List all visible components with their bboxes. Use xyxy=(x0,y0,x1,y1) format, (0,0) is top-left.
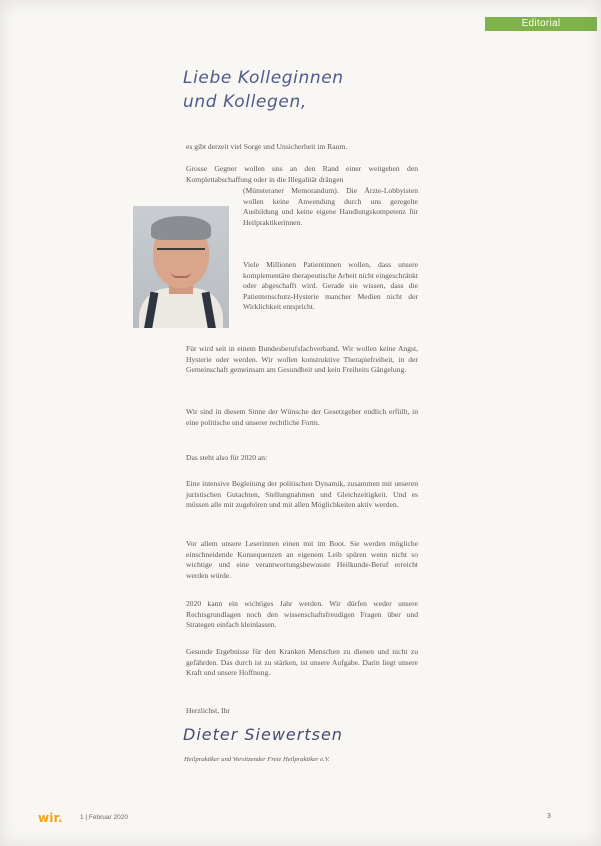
photo-glasses xyxy=(157,248,205,259)
paragraph-3: (Münsteraner Memorandum). Die Ärzte-Lobbyisten wollen keine Anwendung durch uns geregelte Ausbildung und keine eigene Handlungskompetenz für Heilpraktikerinnen. xyxy=(243,186,418,227)
signature: Dieter Siewertsen xyxy=(183,725,343,744)
paragraph-4: Viele Millionen Patientinnen wollen, dass unsere komplementäre therapeutische Arbeit nicht eingeschränkt oder abgeschafft wird. Gerade sie wissen, dass die Patientenschutz-Hysterie mancher Medien nicht der Wirklichkeit entspricht. xyxy=(243,260,419,312)
paragraph-11: Gesunde Ergebnisse für den Kranken Menschen zu dienen und nicht zu gefährden. Das durch ist zu stärken, ist unsere Aufgabe. Darin liegt unsere Kraft und unsere Hoffnung. xyxy=(186,647,418,678)
paragraph-5: Für wird seit in einem Bundesberufsfachverband. Wir wollen keine Angst, Hysterie oder werden. Wir wollen konstruktive Therapiefreiheit, in der Gemeinschaft gemeinsam am Gesundheit und kein Freiheits Gängelung. xyxy=(186,344,418,375)
paragraph-intro: es gibt derzeit viel Sorge und Unsicherheit im Raum. xyxy=(186,142,348,151)
paragraph-9: Vor allem unsere Leserinnen einen mit im Boot. Sie werden mögliche einschneidende Konsequenzen an eigenem Leib spüren wenn nicht so wichtige und eine verantwortungsbewusste Heilkunde-Beruf erreicht werden würde. xyxy=(186,539,418,580)
photo-mouth xyxy=(171,272,191,278)
salutation-heading xyxy=(183,66,443,114)
paragraph-6: Wir sind in diesem Sinne der Wünsche der Gesetzgeber endlich erfüllt, in eine politische und unserer rechtliche Form. xyxy=(186,407,418,427)
author-photo xyxy=(133,206,229,328)
page-number: 3 xyxy=(547,813,551,820)
signature-role: Heilpraktiker und Vorsitzender Freie Heilpraktiker e.V. xyxy=(184,756,330,763)
footer-issue: 1 | Februar 2020 xyxy=(80,814,128,821)
paragraph-2: Grosse Gegner wollen uns an den Rand einer weitgehen den Komplettabschaffung oder in die Illegalität drängen xyxy=(186,164,418,184)
photo-hair xyxy=(151,216,211,240)
section-badge: Editorial xyxy=(485,17,597,31)
closing-greeting: Herzlichst, Ihr xyxy=(186,706,230,715)
salutation-line-1: Liebe Kolleginnen xyxy=(183,68,344,88)
salutation-line-2: und Kollegen, xyxy=(183,92,307,112)
paragraph-8: Eine intensive Begleitung der politischen Dynamik, zusammen mit unseren juristischen Gutachten, Stellungnahmen und Gleichzeitigkeit. Und es müssen alle mit zugehören und mit allen Möglichkeiten aktiv werden. xyxy=(186,479,418,510)
paragraph-10: 2020 kann ein wichtiges Jahr werden. Wir dürfen weder unsere Rechtsgrundlagen noch den wissenschaftsfreudigen Fragen über und Strategen einfach kleinlassen. xyxy=(186,599,418,630)
paragraph-7: Das steht also für 2020 an: xyxy=(186,453,268,462)
magazine-logo: wir. xyxy=(38,811,63,825)
